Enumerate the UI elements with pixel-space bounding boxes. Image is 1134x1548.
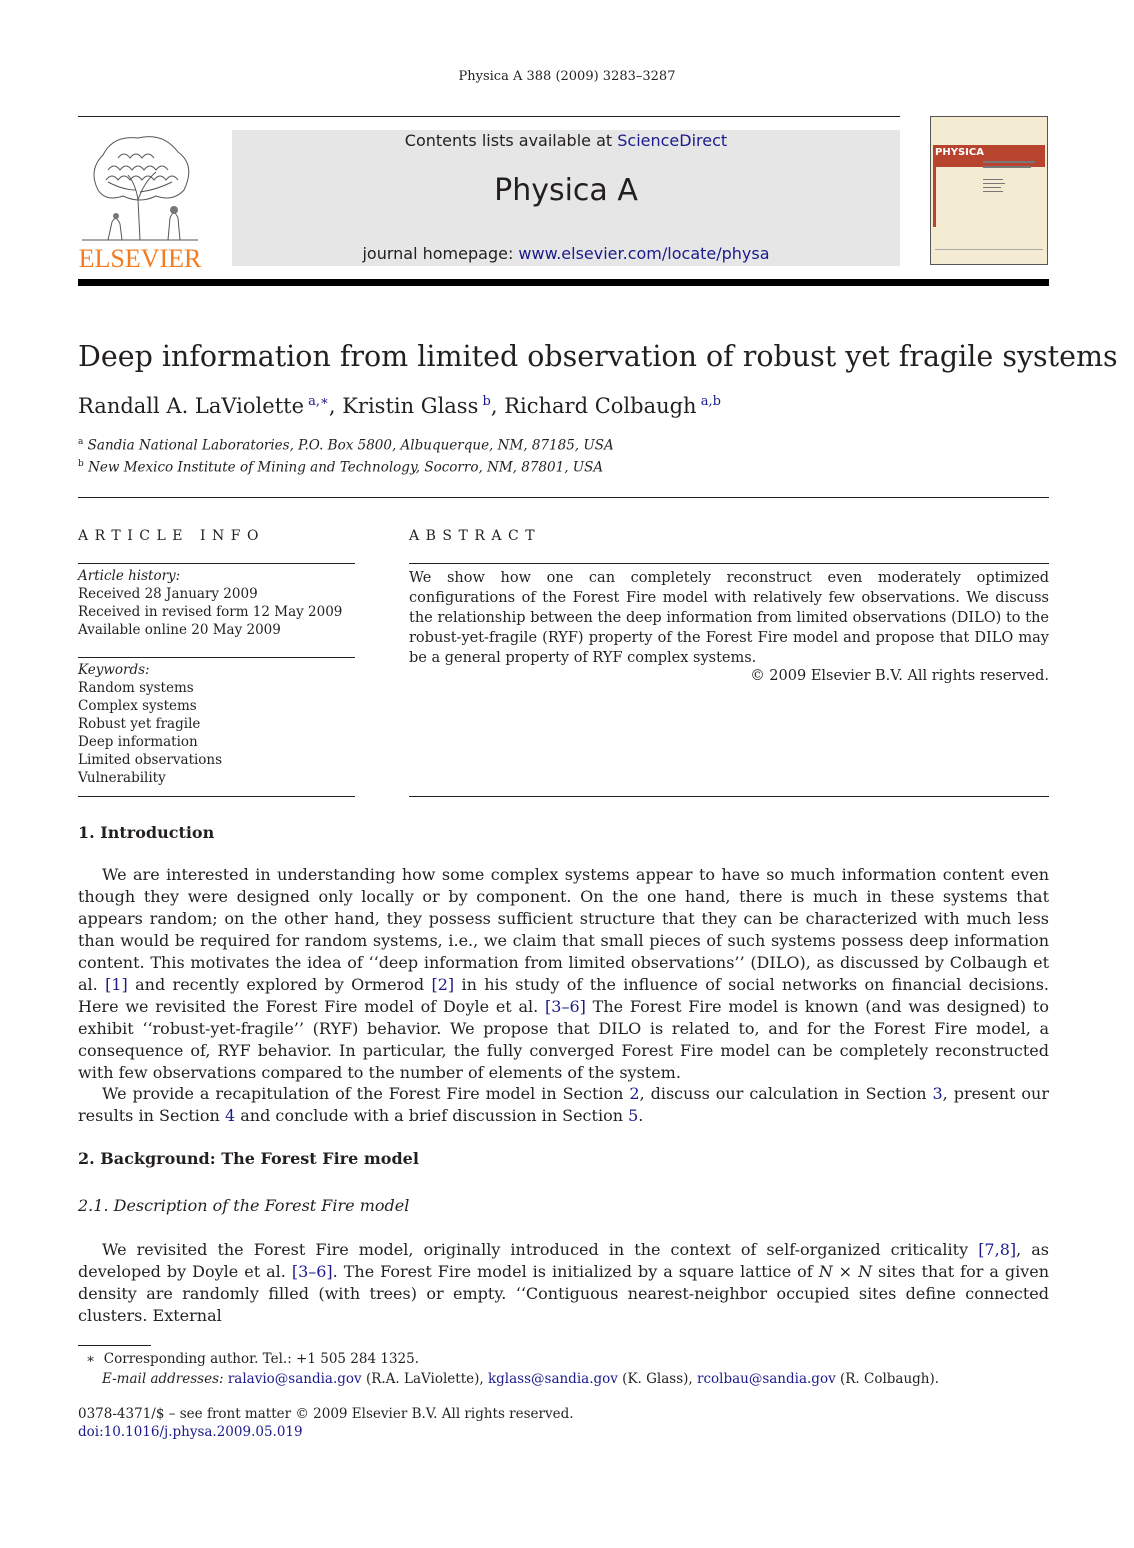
reference-link[interactable]: [3–6]: [291, 1262, 333, 1281]
keyword: Deep information: [78, 734, 198, 750]
article-info-rule-mid: [78, 657, 355, 658]
article-info-rule-top: [78, 563, 355, 564]
abstract-heading: ABSTRACT: [409, 528, 542, 544]
author-list: Randall A. LaViolette $^{a,∗}$, Kristin Glass $^b$, Richard Colbaugh $^{a,b}$: [78, 394, 721, 418]
text-run: sites that for a given density are randomly filled (with trees) or empty. ‘‘Contiguous nearest-neighbor occupied sites define connected clusters. External: [78, 1262, 1050, 1325]
intro-paragraph-2: [78, 1083, 1049, 1127]
affiliation-a: [78, 437, 614, 454]
section-heading-introduction: 1. Introduction: [78, 823, 215, 842]
affiliation-text: Sandia National Laboratories, P.O. Box 5800, Albuquerque, NM, 87185, USA: [87, 437, 614, 454]
description-paragraph-1: [78, 1239, 1049, 1327]
email-owner: (K. Glass),: [617, 1371, 697, 1387]
author-affil-mark[interactable]: a,b: [700, 394, 721, 409]
intro-paragraph-1: [78, 864, 1049, 1084]
text-run: , as developed by Doyle et al.: [78, 1240, 1050, 1281]
text-run: . The Forest Fire model is initialized by a square lattice of: [332, 1262, 819, 1281]
keyword: Vulnerability: [78, 770, 166, 786]
contents-available-line: [232, 131, 900, 150]
header-top-rule: [78, 116, 900, 117]
author-name: Randall A. LaViolette: [78, 394, 304, 418]
keyword: Limited observations: [78, 752, 223, 768]
affiliation-b: [78, 459, 603, 476]
text-run: and conclude with a brief discussion in Section: [235, 1106, 629, 1125]
footnote-corresponding: [86, 1351, 419, 1367]
header-thick-rule: [78, 279, 1049, 286]
keyword: Robust yet fragile: [78, 716, 201, 732]
reference-link[interactable]: [1]: [105, 975, 128, 994]
journal-homepage-line: [232, 244, 900, 263]
footnote-star: ∗: [86, 1351, 96, 1367]
journal-homepage-link[interactable]: www.elsevier.com/locate/physa: [518, 244, 770, 263]
cover-footer: [935, 249, 1043, 260]
issn-line: 0378-4371/$ – see front matter © 2009 Elsevier B.V. All rights reserved.: [78, 1406, 574, 1422]
text-run: and recently explored by Ormerod: [127, 975, 432, 994]
text-run: We are interested in understanding how some complex systems appear to have so much information content even though they were designed only locally or by component. On the one hand, there is much in these systems that appears random; on the other hand, they possess sufficient structure that they can be characterized with much less than would be required for random systems, i.e., we claim that small pieces of such systems possess deep information content. This motivates the idea of ‘‘deep information from limited observations’’ (DILO), as discussed by Colbaugh et al.: [78, 865, 1049, 994]
text-run: in his study of the influence of social networks on financial decisions. Here we revisited the Forest Fire model of Doyle et al.: [78, 975, 1050, 1016]
section-link[interactable]: 2: [629, 1084, 640, 1103]
author-affil-mark[interactable]: a,∗: [308, 394, 329, 409]
contents-prefix: Contents lists available at: [404, 131, 618, 150]
reference-link[interactable]: [3–6]: [545, 997, 586, 1016]
email-link[interactable]: rcolbau@sandia.gov: [696, 1371, 836, 1387]
journal-name: Physica A: [494, 173, 638, 208]
article-info-heading: ARTICLE INFO: [78, 528, 265, 544]
front-matter-rule: [78, 497, 1049, 498]
footnote-emails: [102, 1371, 939, 1387]
history-online: Available online 20 May 2009: [78, 622, 281, 638]
math-expression: N × N: [818, 1262, 873, 1281]
elsevier-wordmark: ELSEVIER: [78, 244, 202, 273]
author-name: Kristin Glass: [342, 394, 479, 418]
author-affil-mark[interactable]: b: [482, 394, 491, 409]
doi-link[interactable]: doi:10.1016/j.physa.2009.05.019: [78, 1424, 303, 1440]
email-link[interactable]: ralavio@sandia.gov: [227, 1371, 362, 1387]
abstract-copyright: © 2009 Elsevier B.V. All rights reserved.: [750, 668, 1049, 684]
keywords-label: Keywords:: [78, 662, 150, 678]
history-label: Article history:: [78, 568, 181, 584]
history-received: Received 28 January 2009: [78, 586, 258, 602]
history-revised: Received in revised form 12 May 2009: [78, 604, 343, 620]
email-owner: (R. Colbaugh).: [835, 1371, 940, 1387]
author-name: Richard Colbaugh: [504, 394, 697, 418]
reference-link[interactable]: [7,8]: [978, 1240, 1017, 1259]
text-run: We provide a recapitulation of the Forest Fire model in Section: [102, 1084, 630, 1103]
reference-link[interactable]: [2]: [431, 975, 455, 994]
email-label: E-mail addresses:: [102, 1371, 228, 1387]
section-link[interactable]: 3: [932, 1084, 943, 1103]
text-run: , present our results in Section: [78, 1084, 1049, 1125]
footnote-rule: [78, 1345, 151, 1346]
section-heading-background: 2. Background: The Forest Fire model: [78, 1149, 419, 1168]
affiliation-mark: a: [78, 437, 84, 447]
text-run: The Forest Fire model is known (and was designed) to exhibit ‘‘robust-yet-fragile’’ (RYF) behavior. We propose that DILO is related to, and for the Forest Fire model, a consequence of, RYF behavior. In particular, the fully converged Forest Fire model can be completely reconstructed with few observations compared to the number of elements of the system.: [78, 997, 1049, 1082]
article-title: Deep information from limited observation of robust yet fragile systems: [78, 340, 1118, 373]
cover-side-bar: [933, 167, 936, 227]
email-link[interactable]: kglass@sandia.gov: [487, 1371, 618, 1387]
abstract-rule-top: [409, 563, 1049, 564]
section-link[interactable]: 4: [224, 1106, 236, 1125]
abstract-text: We show how one can completely reconstruct even moderately optimized configurations of the Forest Fire model with relatively few observations. We discuss the relationship between the deep information from limited observations (DILO) to the robust-yet-fragile (RYF) property of the Forest Fire model and propose that DILO may be a general property of RYF complex systems.: [409, 570, 1049, 666]
keyword: Complex systems: [78, 698, 197, 714]
keywords-block: [78, 661, 355, 787]
corresponding-text: Corresponding author. Tel.: +1 505 284 1325.: [103, 1351, 420, 1367]
keyword: Random systems: [78, 680, 194, 696]
article-history: [78, 567, 355, 639]
text-run: .: [638, 1106, 644, 1125]
email-owner: (R.A. LaViolette),: [361, 1371, 488, 1387]
sciencedirect-link[interactable]: ScienceDirect: [617, 131, 728, 150]
cover-title: PHYSICA: [935, 147, 984, 158]
journal-cover-thumbnail: [930, 116, 1048, 265]
text-run: We revisited the Forest Fire model, originally introduced in the context of self-organized criticality: [102, 1240, 979, 1259]
affiliation-mark: b: [78, 459, 84, 469]
homepage-prefix: journal homepage:: [362, 244, 519, 263]
affiliation-text: New Mexico Institute of Mining and Technology, Socorro, NM, 87801, USA: [88, 459, 604, 476]
subsection-heading-description: 2.1. Description of the Forest Fire model: [78, 1196, 410, 1215]
abstract-rule-bottom: [409, 796, 1049, 797]
text-run: , discuss our calculation in Section: [639, 1084, 933, 1103]
article-info-rule-bottom: [78, 796, 355, 797]
journal-citation: Physica A 388 (2009) 3283–3287: [458, 69, 676, 84]
section-link[interactable]: 5: [628, 1106, 639, 1125]
